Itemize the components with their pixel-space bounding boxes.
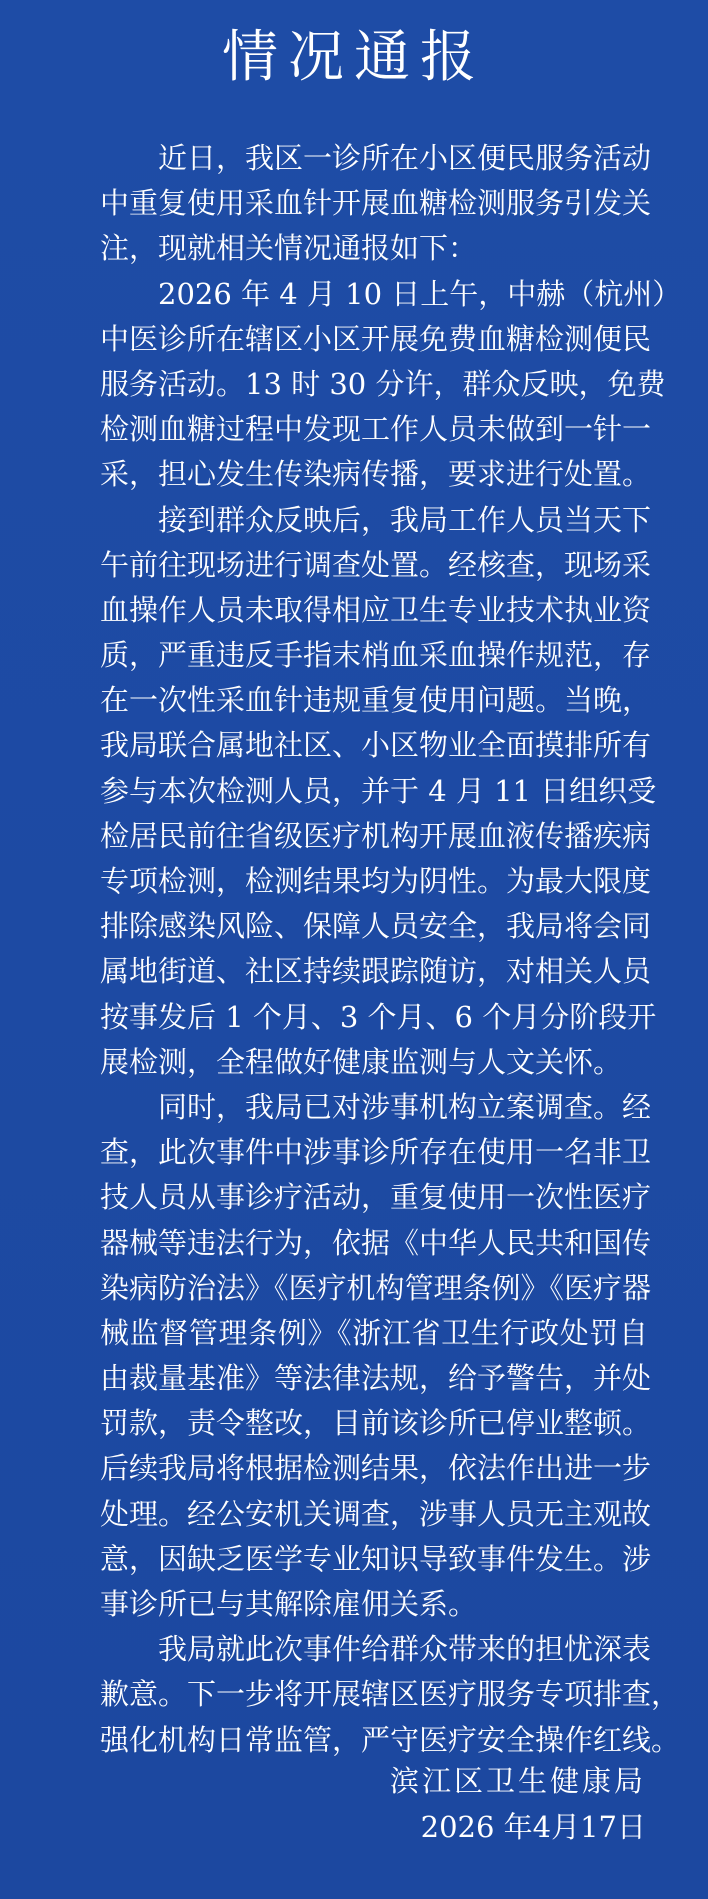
body-text-line: 强化机构日常监管，严守医疗安全操作红线。 xyxy=(100,1722,681,1757)
body-text-line: 后续我局将根据检测结果，依法作出进一步 xyxy=(100,1451,652,1486)
body-text-line: 专项检测，检测结果均为阴性。为最大限度 xyxy=(100,864,652,898)
body-text-line: 属地街道、社区持续跟踪随访，对相关人员 xyxy=(100,954,652,989)
body-text-line: 质，严重违反手指末梢血采血操作规范，存 xyxy=(100,638,652,673)
body-text-line: 歉意。下一步将开展辖区医疗服务专项排查， xyxy=(100,1677,681,1712)
body-text-line: 按事发后 1 个月、3 个月、6 个月分阶段开 xyxy=(100,999,657,1034)
issue-date: 2026 年4月17日 xyxy=(420,1810,646,1844)
body-text-line: 排除感染风险、保障人员安全，我局将会同 xyxy=(100,909,652,944)
body-text-line: 展检测，全程做好健康监测与人文关怀。 xyxy=(100,1044,623,1079)
body-text-line: 械监督管理条例》《浙江省卫生行政处罚自 xyxy=(100,1315,648,1350)
body-text-line: 染病防治法》《医疗机构管理条例》《医疗器 xyxy=(100,1270,652,1305)
body-text-line: 中重复使用采血针开展血糖检测服务引发关 xyxy=(100,186,652,221)
body-text-line: 2026 年 4 月 10 日上午，中赫（杭州） xyxy=(158,276,682,311)
body-text-line: 参与本次检测人员，并于 4 月 11 日组织受 xyxy=(100,773,657,808)
issuing-organization: 滨江区卫生健康局 xyxy=(389,1764,646,1798)
body-text-line: 罚款，责令整改，目前该诊所已停业整顿。 xyxy=(100,1406,652,1441)
body-text-line: 血操作人员未取得相应卫生专业技术执业资 xyxy=(100,592,652,627)
signature-block xyxy=(390,1758,646,1850)
body-text-line: 采，担心发生传染病传播，要求进行处置。 xyxy=(100,457,652,492)
body-text-line: 同时，我局已对涉事机构立案调查。经 xyxy=(158,1089,652,1124)
body-text-line: 我局就此次事件给群众带来的担忧深表 xyxy=(158,1632,652,1667)
notice-body xyxy=(100,136,682,1763)
body-text-line: 检居民前往省级医疗机构开展血液传播疾病 xyxy=(100,818,652,853)
body-text-line: 服务活动。13 时 30 分许，群众反映，免费 xyxy=(100,366,666,401)
body-text-line: 近日，我区一诊所在小区便民服务活动 xyxy=(158,141,652,175)
notice-title: 情况通报 xyxy=(222,25,486,90)
body-text-line: 意，因缺乏医学专业知识导致事件发生。涉 xyxy=(100,1541,652,1576)
body-text-line: 器械等违法行为，依据《中华人民共和国传 xyxy=(100,1225,652,1260)
body-text-line: 午前往现场进行调查处置。经核查，现场采 xyxy=(100,547,652,582)
body-text-line: 由裁量基准》等法律法规，给予警告，并处 xyxy=(100,1361,652,1396)
body-text-line: 在一次性采血针违规重复使用问题。当晚， xyxy=(100,683,652,718)
body-text-line: 我局联合属地社区、小区物业全面摸排所有 xyxy=(100,728,652,763)
body-text-line: 接到群众反映后，我局工作人员当天下 xyxy=(158,502,652,537)
body-text-line: 查，此次事件中涉事诊所存在使用一名非卫 xyxy=(100,1135,652,1170)
body-text-line: 中医诊所在辖区小区开展免费血糖检测便民 xyxy=(100,321,652,356)
body-text-line: 处理。经公安机关调查，涉事人员无主观故 xyxy=(100,1496,652,1531)
body-text-line: 事诊所已与其解除雇佣关系。 xyxy=(100,1587,478,1621)
body-text-line: 检测血糖过程中发现工作人员未做到一针一 xyxy=(100,412,652,447)
body-text-line: 注，现就相关情况通报如下： xyxy=(100,231,478,266)
body-text-line: 技人员从事诊疗活动，重复使用一次性医疗 xyxy=(100,1180,652,1215)
